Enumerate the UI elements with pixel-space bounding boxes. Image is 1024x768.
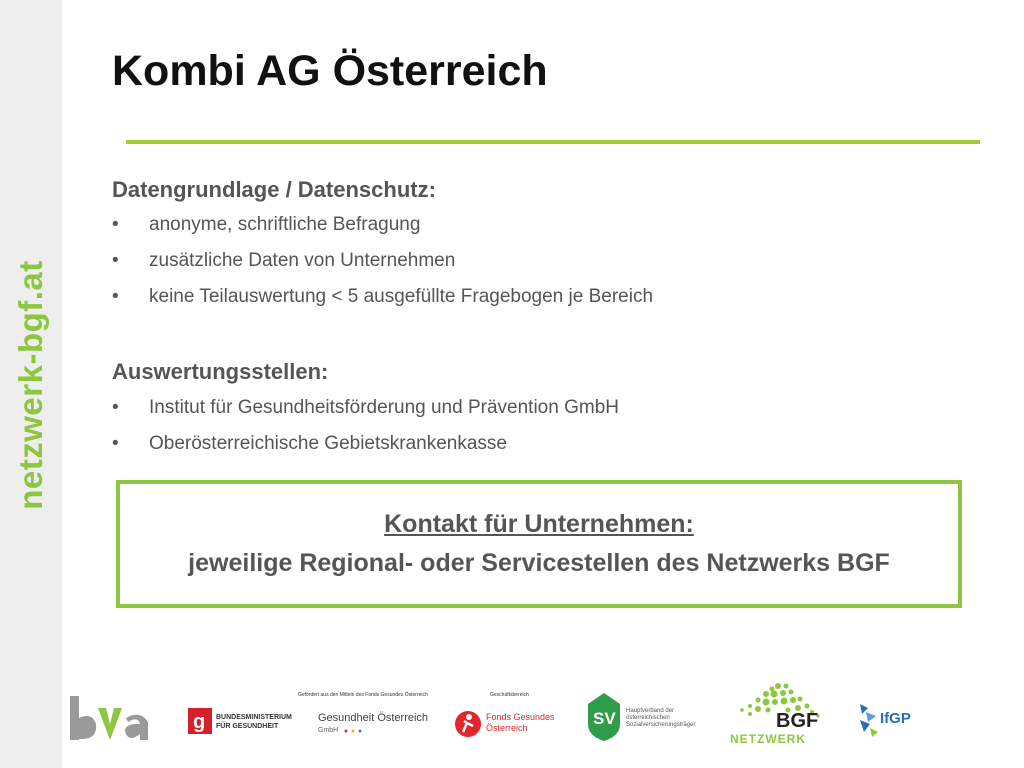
bgf-small-text: NETZWERK [730, 732, 806, 746]
bgf-big-text: BGF [776, 710, 819, 732]
contact-heading: Kontakt für Unternehmen: [384, 510, 694, 538]
goeg-name: Gesundheit Österreich [318, 712, 429, 724]
title-divider [126, 140, 980, 144]
sidebar-url-text: netzwerk-bgf.at [12, 260, 49, 510]
bmg-logo [188, 708, 303, 738]
ifgp-text: IfGP [880, 710, 911, 727]
bullet-icon: • [112, 250, 119, 271]
list-item-text: Oberösterreichische Gebietskrankenkasse [149, 433, 508, 454]
goeg-caption: Gefördert aus den Mitteln des Fonds Gesundes Österreich [298, 692, 428, 698]
ifgp-logo [858, 702, 928, 740]
goeg-dots-icon [342, 727, 372, 735]
list-item [112, 426, 619, 462]
goeg-logo [298, 692, 448, 742]
fgoe-logo [454, 692, 574, 742]
bullet-list-auswertungsstellen [112, 390, 619, 462]
fgoe-line2: Österreich [486, 723, 528, 733]
sv-shield-icon [586, 692, 622, 742]
goeg-sub: GmbH [318, 727, 339, 734]
bmg-line2: FÜR GESUNDHEIT [216, 723, 279, 730]
fgoe-caption: Geschäftsbereich [490, 692, 529, 698]
section-heading-datengrundlage: Datengrundlage / Datenschutz: [112, 177, 436, 202]
fgoe-figure-icon [454, 710, 482, 738]
slide-title: Kombi AG Österreich [112, 47, 548, 95]
bmg-line1: BUNDESMINISTERIUM [216, 714, 292, 721]
contact-text: jeweilige Regional- oder Servicestellen des Netzwerks BGF [188, 549, 890, 577]
bullet-icon: • [112, 433, 119, 454]
list-item [112, 243, 653, 279]
logo-strip [62, 680, 1024, 760]
hv-line1: Hauptverband der [626, 708, 675, 714]
svg-text:g: g [193, 711, 206, 733]
bullet-icon: • [112, 286, 119, 307]
section-heading-auswertungsstellen: Auswertungsstellen: [112, 359, 329, 384]
fgoe-line1: Fonds Gesundes [486, 712, 555, 722]
hv-line2: österreichischen [626, 715, 670, 721]
bva-logo [68, 692, 164, 744]
hauptverband-logo [586, 690, 716, 746]
contact-box [116, 480, 962, 608]
bgf-netzwerk-logo [728, 680, 838, 746]
hv-line3: Sozialversicherungsträger [626, 722, 696, 728]
list-item [112, 207, 653, 243]
bullet-icon: • [112, 397, 119, 418]
bmg-emblem-icon [188, 708, 212, 734]
list-item [112, 390, 619, 426]
list-item-text: keine Teilauswertung < 5 ausgefüllte Fragebogen je Bereich [149, 286, 654, 307]
list-item-text: zusätzliche Daten von Unternehmen [149, 250, 456, 271]
ifgp-mark-icon [858, 702, 880, 738]
bullet-list-datengrundlage [112, 207, 653, 315]
sidebar [0, 0, 62, 768]
bullet-icon: • [112, 214, 119, 235]
list-item-text: Institut für Gesundheitsförderung und Prävention GmbH [149, 397, 619, 418]
list-item-text: anonyme, schriftliche Befragung [149, 214, 421, 235]
svg-text:SV: SV [593, 709, 616, 728]
list-item [112, 279, 653, 315]
